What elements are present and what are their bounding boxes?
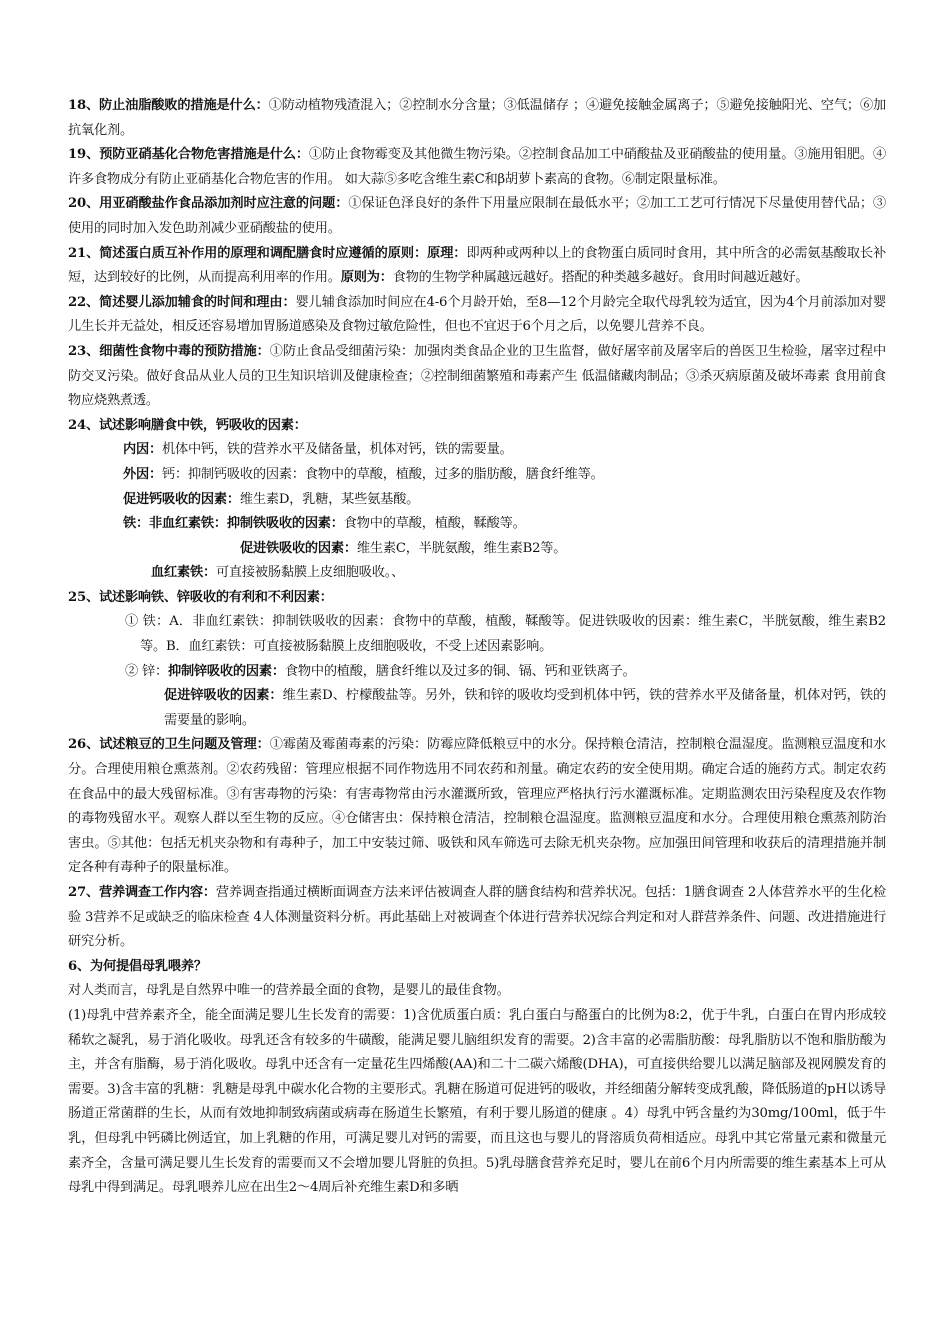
label: 铁：非血红素铁：抑制铁吸收的因素： <box>123 516 344 532</box>
text: 可直接被肠黏膜上皮细胞吸收。、 <box>215 565 405 581</box>
item-6-body <box>68 1004 886 1201</box>
item-text: 即两种或两种以上的食物蛋白质同时食用，其中所含的必需氨基酸取长补短，达到较好的比例，从而提高利用率的作用。 <box>68 245 886 286</box>
item-19 <box>68 143 886 192</box>
item-heading: 18、防止油脂酸败的措施是什么： <box>68 98 269 113</box>
item-24-heme <box>68 561 886 586</box>
text: 维生素D、柠檬酸盐等。另外，铁和锌的吸收均受到机体中钙，铁的营养水平及储备量，机体对钙，铁的需要量的影响。 <box>164 688 886 728</box>
document-page <box>68 94 886 1201</box>
item-24-heading <box>68 414 886 439</box>
item-25-iron <box>68 610 886 659</box>
item-24-iron-promote <box>68 537 886 562</box>
label: 外因： <box>123 466 162 482</box>
item-21 <box>68 242 886 291</box>
text: 对人类而言，母乳是自然界中唯一的营养最全面的食物，是婴儿的最佳食物。 <box>68 983 510 999</box>
item-subheading: 原则为： <box>340 270 393 286</box>
item-24-inner <box>68 438 886 463</box>
text: 食物中的草酸，植酸，鞣酸等。 <box>343 516 526 532</box>
item-24-calcium <box>68 488 886 513</box>
item-heading: 24、试述影响膳食中铁，钙吸收的因素： <box>68 417 307 433</box>
item-27 <box>68 881 886 955</box>
item-text: ①霉菌及霉菌毒素的污染：防霉应降低粮豆中的水分。保持粮仓清洁，控制粮仓温湿度。监测粮豆温度和水分。合理使用粮仓熏蒸剂。②农药残留：管理应根据不同作物选用不同农药和剂量。确定农药的安全使用期。确定合适的施药方式。制定农药在食品中的最大残留标准。③有害毒物的污染：有害毒物常由污水灌溉所致，管理应严格执行污水灌溉标准。定期监测农田污染程度及农作物的毒物残留水平。观察人群以至生物的反应。④仓储害虫：保持粮仓清洁，控制粮仓温湿度。监测粮豆温度和水分。合理使用粮仓熏蒸剂防治害虫。⑤其他：包括无机夹杂物和有毒种子，加工中安装过筛、吸铁和风车筛选可去除无机夹杂物。应加强田间管理和收获后的清理措施并制定各种有毒种子的限量标准。 <box>68 737 886 876</box>
item-heading: 19、预防亚硝基化合物危害措施是什么： <box>68 147 310 163</box>
item-text: ①防止食物霉变及其他微生物污染。②控制食品加工中硝酸盐及亚硝酸盐的使用量。③施用钼肥。④许多食物成分有防止亚硝基化合物危害的作用。 如大蒜⑤多吃含维生素C和β胡萝卜素高的食物。⑥制定限量标准。 <box>68 147 886 187</box>
item-heading: 26、试述粮豆的卫生问题及管理： <box>68 737 270 753</box>
item-text: 食物的生物学种属越远越好。搭配的种类越多越好。食用时间越近越好。 <box>392 270 809 286</box>
item-22 <box>68 291 886 340</box>
label: 促进铁吸收的因素： <box>240 540 357 556</box>
item-text: ①保证色泽良好的条件下用量应限制在最低水平；②加工工艺可行情况下尽量使用替代品；③使用的同时加入发色助剂减少亚硝酸盐的使用。 <box>68 196 886 236</box>
item-18 <box>68 94 886 143</box>
item-6-heading <box>68 955 886 980</box>
text: 食物中的植酸，膳食纤维以及过多的铜、镉、钙和亚铁离子。 <box>284 663 636 679</box>
item-text: 营养调查指通过横断面调查方法来评估被调查人群的膳食结构和营养状况。包括：1膳食调查 2人体营养水平的生化检验 3营养不足或缺乏的临床检查 4人体测量资料分析。再此基础上对被调查个体进行营养状况综合判定和对人群营养条件、问题、改进措施进行研究分析。 <box>68 885 886 950</box>
item-23 <box>68 340 886 414</box>
text: 机体中钙，铁的营养水平及储备量，机体对钙，铁的需要量。 <box>161 442 513 458</box>
item-25-zinc <box>68 660 886 685</box>
text: 维生素D，乳糖，某些氨基酸。 <box>239 491 420 507</box>
item-25-heading <box>68 586 886 611</box>
item-heading: 20、用亚硝酸盐作食品添加剂时应注意的问题： <box>68 196 349 212</box>
item-heading: 6、为何提倡母乳喂养？ <box>68 958 207 974</box>
item-text: 婴儿辅食添加时间应在4-6个月龄开始，至8—12个月龄完全取代母乳较为适宜，因为4个月前添加对婴儿生长并无益处，相反还容易增加胃肠道感染及食物过敏危险性，但也不宜迟于6个月之后，以免婴儿营养不良。 <box>68 294 886 335</box>
item-heading: 23、细菌性食物中毒的预防措施： <box>68 343 270 359</box>
label: 促进锌吸收的因素： <box>164 688 283 704</box>
text: ① 铁：A．非血红素铁：抑制铁吸收的因素：食物中的草酸，植酸，鞣酸等。促进铁吸收的因素：维生素C，半胱氨酸，维生素B2等。B．血红素铁：可直接被肠黏膜上皮细胞吸收，不受上述因素影响。 <box>125 614 886 655</box>
label: 抑制锌吸收的因素： <box>167 663 285 679</box>
item-26 <box>68 733 886 881</box>
text: (1)母乳中营养素齐全，能全面满足婴儿生长发育的需要：1)含优质蛋白质：乳白蛋白与酪蛋白的比例为8:2，优于牛乳，白蛋白在胃内形成较稀软之凝乳，易于消化吸收。母乳还含有较多的牛磺酸，能满足婴儿脑组织发育的需要。2)含丰富的必需脂肪酸：母乳脂肪以不饱和脂肪酸为主，并含有脂酶，易于消化吸收。母乳中还含有一定量花生四烯酸(AA)和二十二碳六烯酸(DHA)，可直接供给婴儿以满足脑部及视网膜发育的需要。3)含丰富的乳糖：乳糖是母乳中碳水化合物的主要形式。乳糖在肠道可促进钙的吸收，并经细菌分解转变成乳酸，降低肠道的pH以诱导肠道正常菌群的生长，从而有效地抑制致病菌或病毒在肠道生长繁殖，有利于婴儿肠道的健康 。4）母乳中钙含量约为30mg/100ml，低于牛乳，但母乳中钙磷比例适宜，加上乳糖的作用，可满足婴儿对钙的需要，而且这也与婴儿的肾溶质负荷相适应。母乳中其它常量元素和微量元素齐全，含量可满足婴儿生长发育的需要而又不会增加婴儿肾脏的负担。5)乳母膳食营养充足时，婴儿在前6个月内所需要的维生素基本上可从母乳中得到满足。母乳喂养儿应在出生2～4周后补充维生素D和多晒 <box>68 1007 886 1196</box>
text: 钙：抑制钙吸收的因素：食物中的草酸，植酸，过多的脂肪酸，膳食纤维等。 <box>161 466 604 482</box>
item-subheading: 原理： <box>427 245 467 261</box>
label: 内因： <box>123 442 162 458</box>
item-24-iron <box>68 512 886 537</box>
item-heading: 22、简述婴儿添加辅食的时间和理由： <box>68 294 296 310</box>
item-6-intro <box>68 979 886 1004</box>
item-20 <box>68 192 886 241</box>
item-heading: 27、营养调查工作内容： <box>68 885 216 900</box>
label: 血红素铁： <box>151 565 216 581</box>
item-text: ①防动植物残渣混入；②控制水分含量；③低温储存 ；④避免接触金属离子；⑤避免接触阳光、空气；⑥加抗氧化剂。 <box>68 98 886 138</box>
item-24-outer <box>68 463 886 488</box>
label: 促进钙吸收的因素： <box>123 491 240 507</box>
item-heading: 21、简述蛋白质互补作用的原理和调配膳食时应遵循的原则： <box>68 245 428 261</box>
item-heading: 25、试述影响铁、锌吸收的有利和不利因素： <box>68 589 333 605</box>
item-text: ①防止食品受细菌污染：加强肉类食品企业的卫生监督，做好屠宰前及屠宰后的兽医卫生检验，屠宰过程中防交叉污染。做好食品从业人员的卫生知识培训及健康检查；②控制细菌繁殖和毒素产生 低温储藏肉制品；③杀灭病原菌及破坏毒素 食用前食物应烧熟煮透。 <box>68 343 886 409</box>
item-25-zinc-promote <box>68 684 886 733</box>
prefix: ② 锌： <box>125 663 168 679</box>
text: 维生素C，半胱氨酸，维生素B2等。 <box>356 540 567 556</box>
